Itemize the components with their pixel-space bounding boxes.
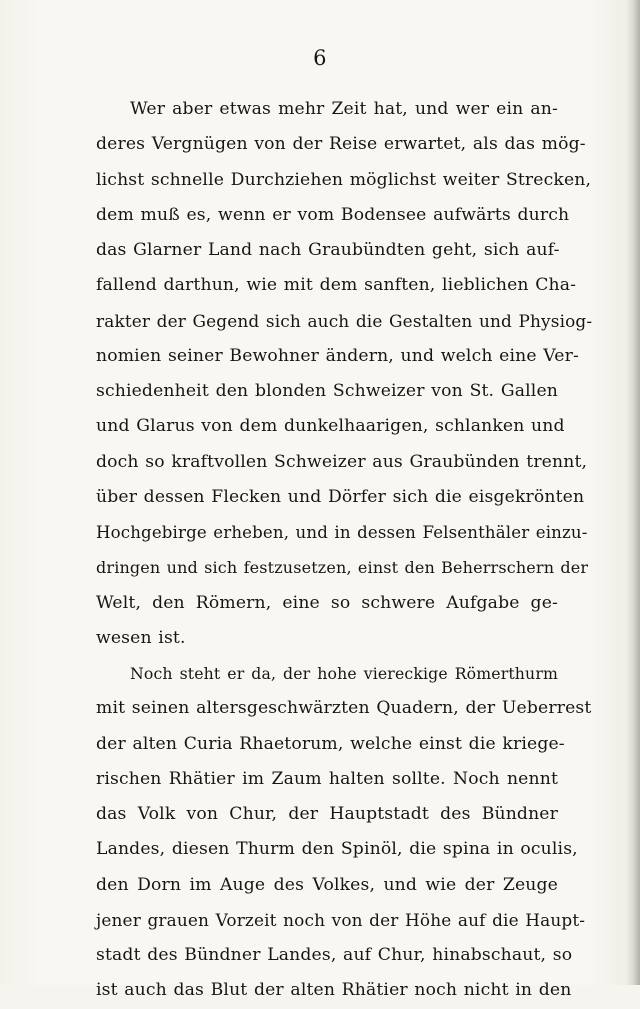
- text-line: der alten Curia Rhaetorum, welche einst die kriege-: [96, 733, 565, 754]
- text-line: ist auch das Blut der alten Rhätier noch nicht in den: [96, 980, 572, 1001]
- text-line: den Dorn im Auge des Volkes, und wie der Zeuge: [96, 874, 558, 895]
- text-line: über dessen Flecken und Dörfer sich die eisgekrönten: [96, 486, 585, 507]
- text-line: nomien seiner Bewohner ändern, und welch eine Ver-: [96, 345, 579, 366]
- text-line: Wer aber etwas mehr Zeit hat, und wer ein an-: [130, 99, 558, 119]
- text-line: Landes, diesen Thurm den Spinöl, die spina in oculis,: [96, 839, 578, 860]
- text-line: Noch steht er da, der hohe viereckige Römerthurm: [130, 664, 558, 683]
- text-line: dringen und sich festzusetzen, einst den Beherrschern der: [96, 558, 589, 578]
- page-number: 6: [313, 46, 327, 70]
- text-line: deres Vergnügen von der Reise erwartet, als das mög-: [96, 134, 586, 155]
- text-line: das Volk von Chur, der Hauptstadt des Bündner: [96, 804, 558, 824]
- text-line: fallend darthun, wie mit dem sanften, lieblichen Cha-: [96, 275, 577, 296]
- text-line: doch so kraftvollen Schweizer aus Graubünden trennt,: [96, 451, 588, 472]
- body-text: [96, 92, 593, 1009]
- text-line: Welt, den Römern, eine so schwere Aufgabe ge-: [96, 592, 558, 613]
- text-line: das Glarner Land nach Graubündten geht, sich auf-: [96, 240, 560, 260]
- text-line: rischen Rhätier im Zaum halten sollte. Noch nennt: [96, 768, 558, 789]
- text-line: dem muß es, wenn er vom Bodensee aufwärts durch: [96, 204, 570, 225]
- text-line: rakter der Gegend sich auch die Gestalten und Physiog-: [96, 310, 593, 331]
- text-line: lichst schnelle Durchziehen möglichst weiter Strecken,: [96, 169, 592, 190]
- text-line: Hochgebirge erheben, und in dessen Felsenthäler einzu-: [96, 523, 588, 542]
- text-line: schiedenheit den blonden Schweizer von St. Gallen: [96, 381, 558, 401]
- text-line: wesen ist.: [96, 627, 186, 648]
- text-line: stadt des Bündner Landes, auf Chur, hinabschaut, so: [96, 945, 573, 965]
- text-line: und Glarus von dem dunkelhaarigen, schlanken und: [96, 416, 565, 437]
- page-binding-shadow: [626, 0, 640, 985]
- text-line: jener grauen Vorzeit noch von der Höhe auf die Haupt-: [96, 909, 586, 930]
- text-line: mit seinen altersgeschwärzten Quadern, der Ueberrest: [96, 698, 592, 719]
